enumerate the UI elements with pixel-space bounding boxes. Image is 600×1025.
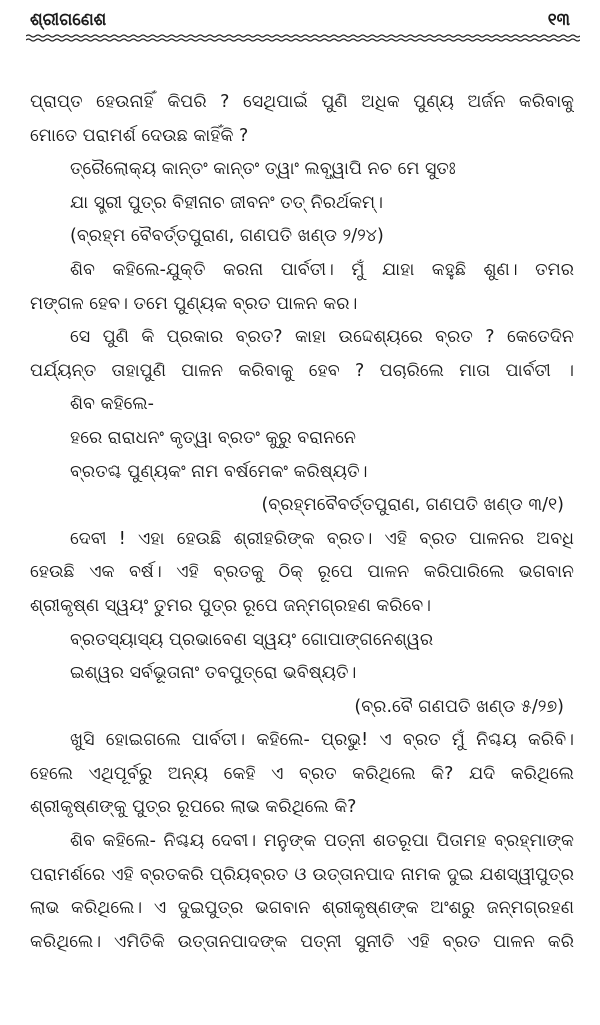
ornamental-divider: [26, 34, 580, 42]
verse-line: ଇଶ୍ୱର ସର୍ବଭୂତାନାଂ ତବପୁତ୍ରୋ ଭବିଷ୍ୟତି।: [70, 663, 357, 684]
verse-line: ତ୍ରୈଲୋକ୍ୟ କାନ୍ତଂ କାନ୍ତଂ ତ୍ୱାଂ ଲବ୍ଧ୍ୱାପି ନଚ ମେ ସୁତଃ: [70, 159, 456, 180]
text-line: ପ୍ରାପ୍ତ ହେଉନାହିଁ କିପରି ? ସେଥିପାଇଁ ପୁଣି ଅଧିକ ପୁଣ୍ୟ ଅର୍ଜନ କରିବାକୁ: [30, 92, 574, 112]
citation: (ବ୍ର.ବୈ ଗଣପତି ଖଣ୍ଡ ୫/୨୭): [354, 696, 564, 717]
text-line: ପର୍ଯ୍ୟନ୍ତ ତାହାପୁଣି ପାଳନ କରିବାକୁ ହେବ ? ପଚାରିଲେ ମାତା ପାର୍ବତୀ ।: [30, 360, 574, 381]
text-line: ମଙ୍ଗଳ ହେବ। ତମେ ପୁଣ୍ୟକ ବ୍ରତ ପାଳନ କର।: [30, 293, 358, 314]
text-line: ହେଉଛି ଏକ ବର୍ଷ। ଏହି ବ୍ରତକୁ ଠିକ୍ ରୂପେ ପାଳନ କରିପାରିଲେ ଭଗବାନ: [30, 562, 574, 583]
text-line: ହେଲେ ଏଥିପୂର୍ବରୁ ଅନ୍ୟ କେହି ଏ ବ୍ରତ କରିଥିଲେ କି? ଯଦି କରିଥିଲେ: [30, 763, 574, 784]
verse-line: ଯା ସ୍ତ୍ରୀ ପୁତ୍ର ବିହୀନାଚ ଜୀବନଂ ତତ୍ ନିରର୍ଥକମ୍।: [70, 192, 383, 213]
page-body: [30, 86, 574, 959]
text-line: ଖୁସି ହୋଇଗଲେ ପାର୍ବତୀ। କହିଲେ- ପ୍ରଭୁ! ଏ ବ୍ରତ ମୁଁ ନିଶ୍ଚୟ କରିବି।: [70, 730, 574, 751]
citation: (ବ୍ରହ୍ମବୈବର୍ତ୍ତପୁରାଣ, ଗଣପତି ଖଣ୍ଡ ୩/୧): [261, 495, 564, 516]
verse-line: ବ୍ରତଶ୍ଚ ପୁଣ୍ୟକଂ ନାମ ବର୍ଷମେକଂ କରିଷ୍ୟତି।: [70, 461, 368, 482]
verse-line: ବ୍ରତସ୍ୟାସ୍ୟ ପ୍ରଭାବେଣ ସ୍ୱୟଂ ଗୋପାଙ୍ଗନେଶ୍ୱର: [70, 629, 434, 650]
text-line: ଲାଭ କରିଥିଲେ। ଏ ଦୁଇପୁତ୍ର ଭଗବାନ ଶ୍ରୀକୃଷ୍ଣଙ୍କ ଅଂଶରୁ ଜନ୍ମଗ୍ରହଣ: [30, 898, 574, 919]
text-line: ମୋତେ ପରାମର୍ଶ ଦେଉଛ କାହିଁକି ?: [30, 125, 249, 146]
text-line: ଶ୍ରୀକୃଷ୍ଣ ସ୍ୱୟଂ ତୁମର ପୁତ୍ର ରୂପେ ଜନ୍ମଗ୍ରହଣ କରିବେ।: [30, 595, 432, 616]
text-line: କରିଥିଲେ। ଏମିତିକି ଉତ୍ତାନପାଦଙ୍କ ପତ୍ନୀ ସୁନୀତି ଏହି ବ୍ରତ ପାଳନ କରି: [30, 931, 574, 952]
page-header: [30, 0, 574, 40]
citation: (ବ୍ରହ୍ମ ବୈବର୍ତ୍ତପୁରାଣ, ଗଣପତି ଖଣ୍ଡ ୨/୨୪): [70, 226, 384, 247]
verse-line: ହରେ ରାରାଧନଂ କୃତ୍ୱା ବ୍ରତଂ କୁରୁ ବରାନନେ: [70, 427, 356, 448]
page-number: ୧୩: [547, 10, 570, 30]
text-line: ଶିବ କହିଲେ-: [70, 394, 154, 415]
text-line: ପରାମର୍ଶରେ ଏହି ବ୍ରତକରି ପ୍ରିୟବ୍ରତ ଓ ଉତ୍ତାନପାଦ ନାମକ ଦୁଇ ଯଶସ୍ୱୀପୁତ୍ର: [30, 864, 574, 885]
text-line: ସେ ପୁଣି କି ପ୍ରକାର ବ୍ରତ? କାହା ଉଦ୍ଦେଶ୍ୟରେ ବ୍ରତ ? କେତେଦିନ: [70, 327, 574, 348]
text-line: ଶିବ କହିଲେ- ନିଶ୍ଚୟ ଦେବୀ। ମନୁଙ୍କ ପତ୍ନୀ ଶତରୂପା ପିତାମହ ବ୍ରହ୍ମାଙ୍କ: [70, 831, 574, 852]
wavy-rule-icon: [26, 34, 580, 42]
text-line: ଶିବ କହିଲେ-ଯୁକ୍ତି କରନା ପାର୍ବତୀ। ମୁଁ ଯାହା କହୁଛି ଶୁଣ। ତମର: [70, 259, 574, 280]
text-line: ଶ୍ରୀକୃଷ୍ଣଙ୍କୁ ପୁତ୍ର ରୂପରେ ଲାଭ କରିଥିଲେ କି?: [30, 797, 357, 818]
running-head: ଶ୍ରୀଗଣେଶ: [30, 10, 107, 30]
text-line: ଦେବୀ ! ଏହା ହେଉଛି ଶ୍ରୀହରିଙ୍କ ବ୍ରତ। ଏହି ବ୍ରତ ପାଳନର ଅବଧି: [70, 528, 574, 549]
